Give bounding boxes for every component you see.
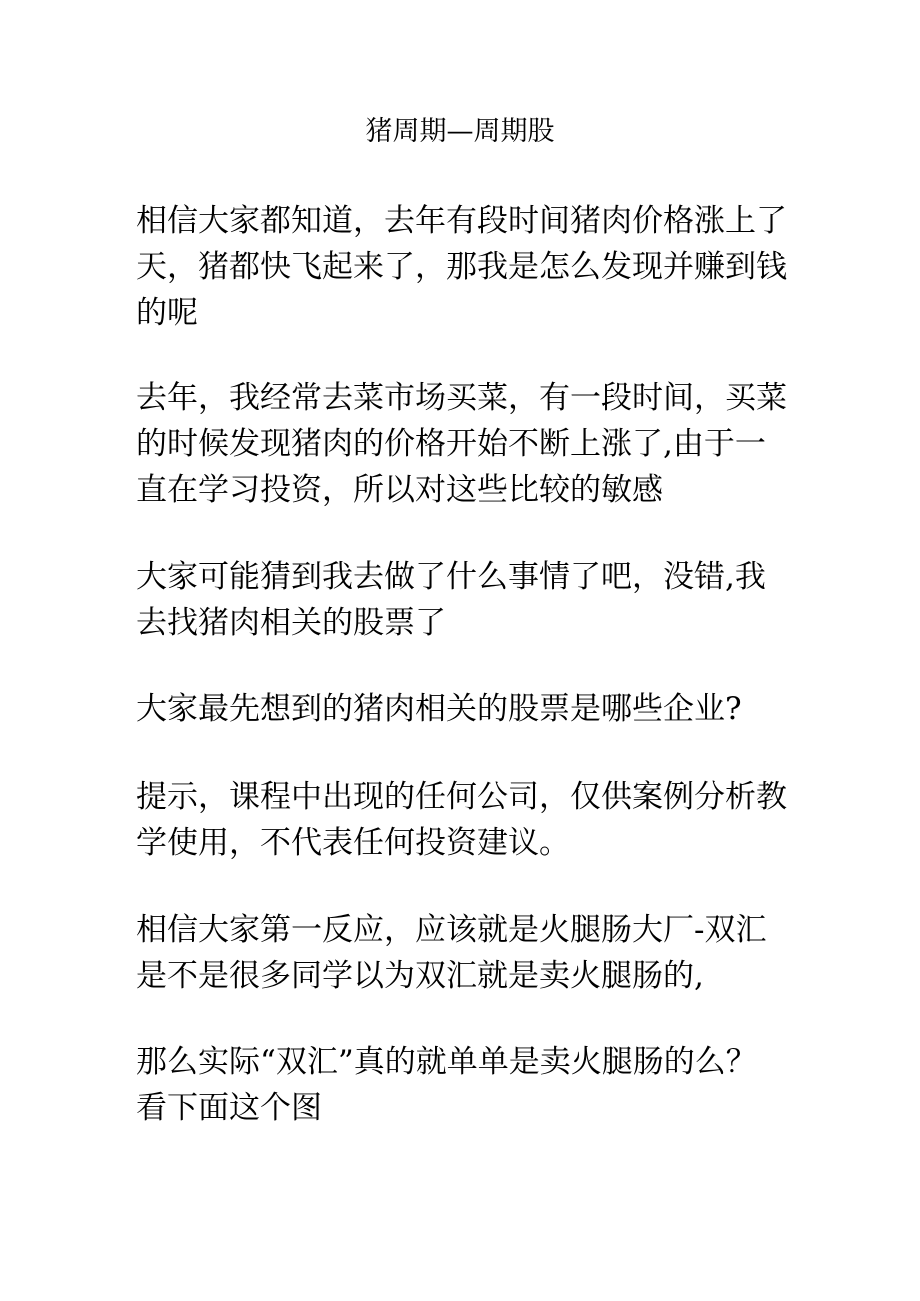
paragraph-line: 大家可能猜到我去做了什么事情了吧，没错,我 [136,559,766,595]
paragraph-line: 天，猪都快飞起来了，那我是怎么发现并赚到钱 [136,249,787,285]
paragraph-4 [136,686,796,732]
paragraph-line: 学使用，不代表任何投资建议。 [136,825,570,861]
document-title: 猪周期—周期股 [365,116,555,147]
paragraph-5 [136,774,796,866]
paragraph-1 [136,198,796,336]
paragraph-line: 的呢 [136,295,198,331]
paragraph-line: 去找猪肉相关的股票了 [136,605,446,641]
paragraph-line: 大家最先想到的猪肉相关的股票是哪些企业? [136,691,742,727]
paragraph-line: 那么实际“双汇”真的就单单是卖火腿肠的么？ [136,1044,757,1080]
paragraph-line: 相信大家都知道，去年有段时间猪肉价格涨上了 [136,203,787,239]
paragraph-line: 去年，我经常去菜市场买菜，有一段时间，买菜 [136,380,787,416]
paragraph-line: 相信大家第一反应，应该就是火腿肠大厂-双汇 [136,912,767,948]
paragraph-line: 提示，课程中出现的任何公司，仅供案例分析教 [136,779,787,815]
paragraph-line: 的时候发现猪肉的价格开始不断上涨了,由于一 [136,426,766,462]
paragraph-line: 直在学习投资，所以对这些比较的敏感 [136,472,663,508]
paragraph-line: 看下面这个图 [136,1090,322,1126]
paragraph-3 [136,554,796,646]
paragraph-line: 是不是很多同学以为双汇就是卖火腿肠的, [136,958,704,994]
paragraph-2 [136,375,796,513]
paragraph-6 [136,907,796,999]
paragraph-7 [136,1039,796,1131]
